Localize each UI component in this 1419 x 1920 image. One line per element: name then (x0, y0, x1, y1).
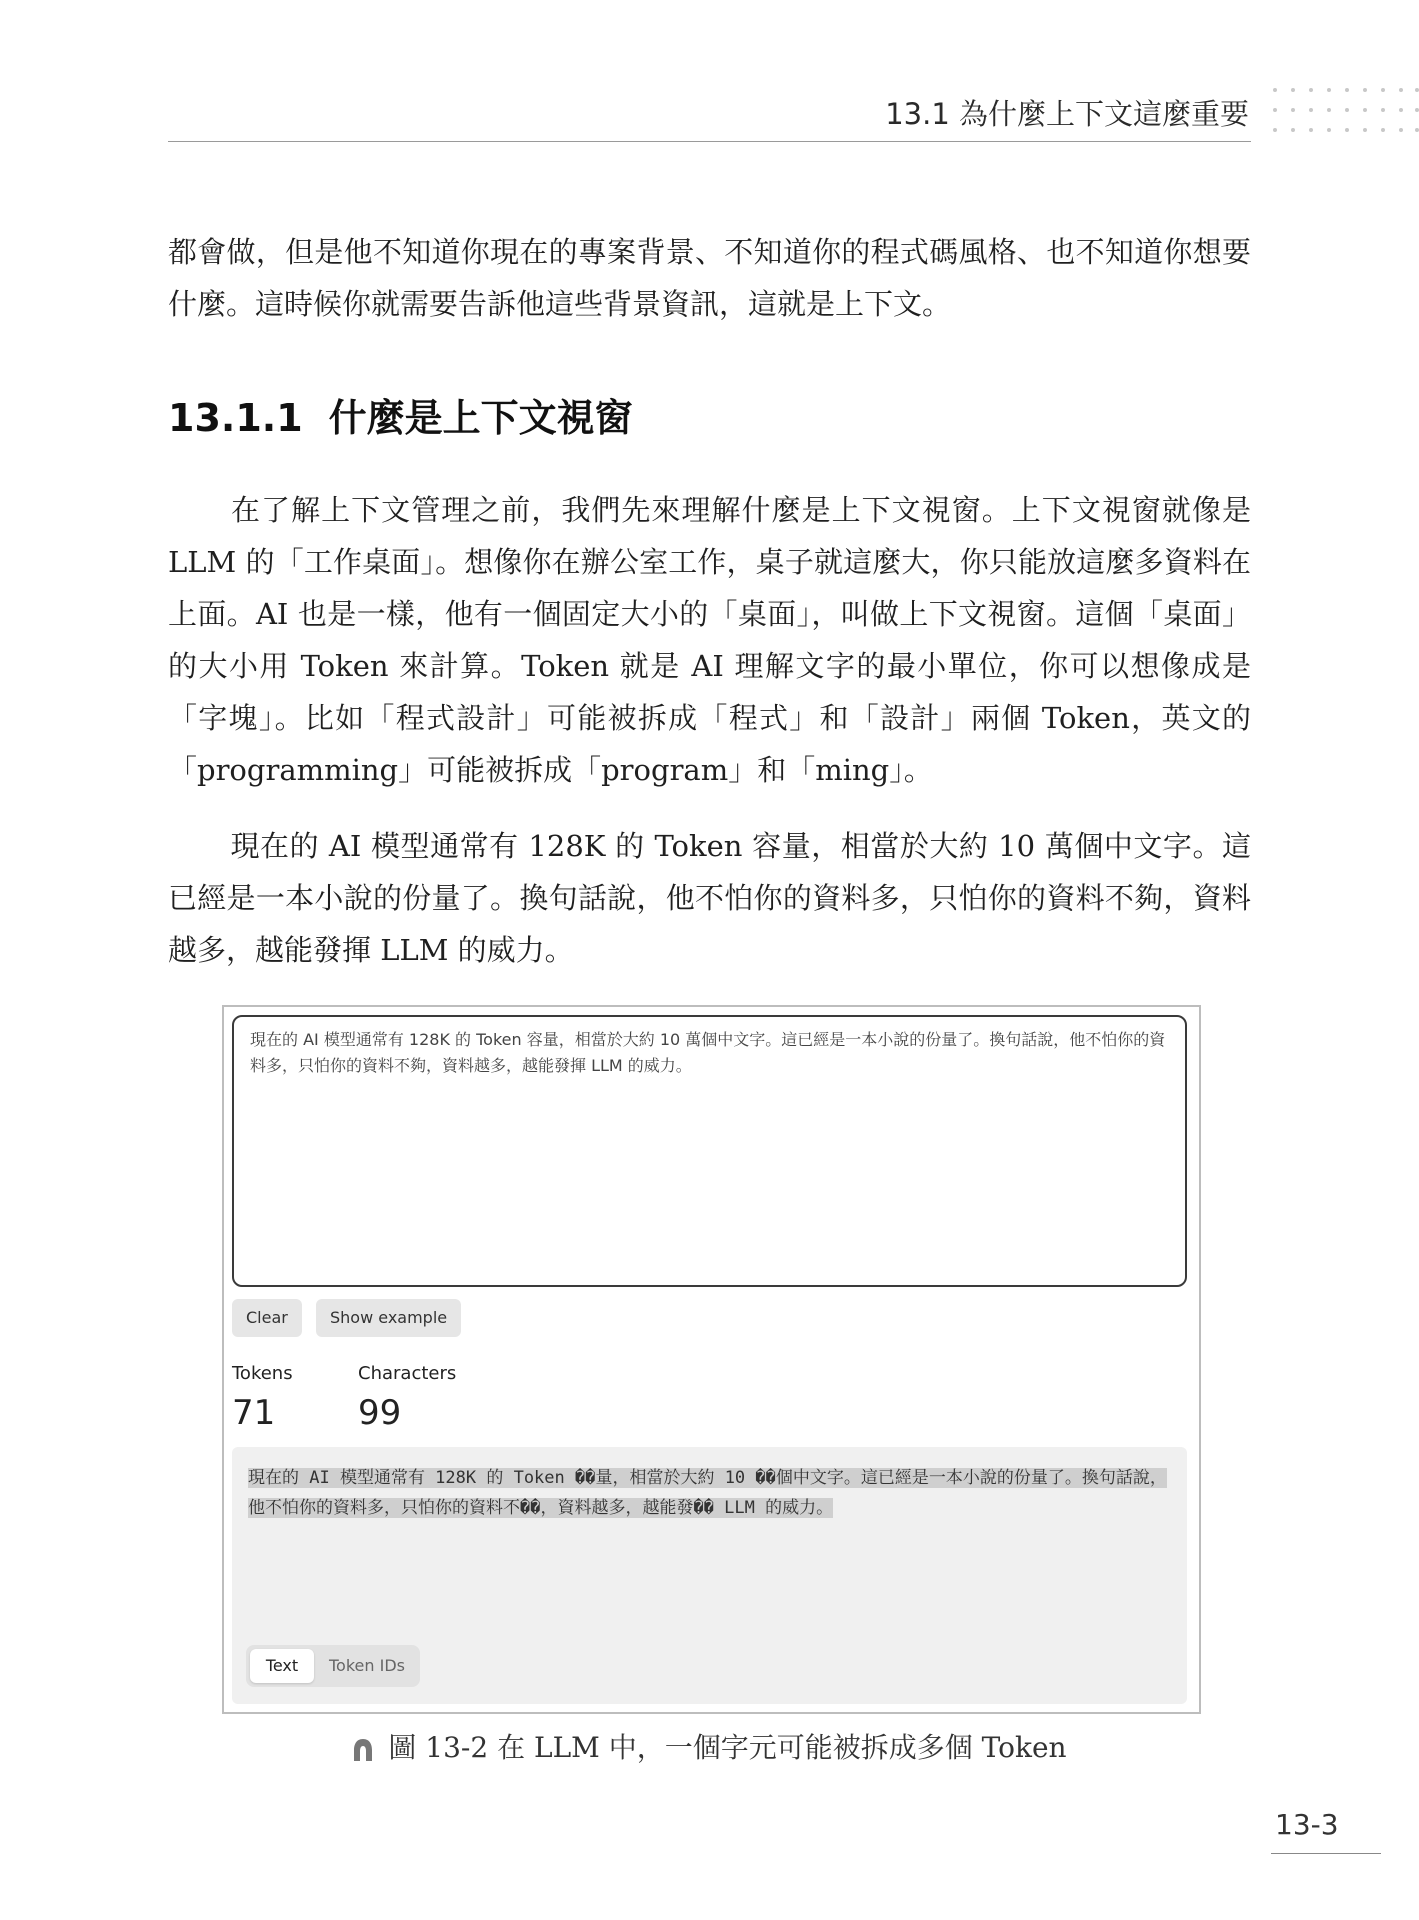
tokenized-output-panel (232, 1447, 1187, 1704)
tokens-count: 71 (232, 1393, 276, 1433)
tab-text[interactable]: Text (250, 1649, 314, 1683)
paragraph-token-capacity (168, 820, 1251, 976)
decorative-dot-pattern (1271, 86, 1419, 138)
clear-button[interactable]: Clear (232, 1299, 302, 1337)
running-header-title: 13.1 為什麼上下文這麼重要 (885, 97, 1249, 131)
tokenized-text-highlight: 現在的 AI 模型通常有 128K 的 Token ��量，相當於大約 10 ��個中文字。這已經是一本小說的份量了。換句話說，他不怕你的資料多，只怕你的資料不��，資料越多，越能發�� LLM 的威力。 (248, 1468, 1167, 1518)
tokens-label: Tokens (232, 1363, 293, 1384)
section-number: 13.1.1 (168, 396, 303, 440)
tokenizer-figure (222, 1005, 1201, 1714)
paragraph-context-window (168, 484, 1251, 796)
intro-paragraph: 都會做，但是他不知道你現在的專案背景、不知道你的程式碼風格、也不知道你想要什麼。這時候你就需要告訴他這些背景資訊，這就是上下文。 (168, 235, 1251, 321)
figure-caption (0, 1726, 1419, 1766)
show-example-button[interactable]: Show example (316, 1299, 461, 1337)
tab-token-ids[interactable]: Token IDs (329, 1656, 405, 1675)
output-view-tabs (246, 1645, 420, 1687)
characters-count: 99 (358, 1393, 402, 1433)
tokenized-text (248, 1463, 1168, 1523)
section-heading (168, 387, 633, 442)
paragraph-context-window-text: 在了解上下文管理之前，我們先來理解什麼是上下文視窗。上下文視窗就像是 LLM 的「工作桌面」。想像你在辦公室工作，桌子就這麼大，你只能放這麼多資料在上面。AI 也是一樣，他有一個固定大小的「桌面」，叫做上下文視窗。這個「桌面」的大小用 Token 來計算。Token 就是 AI 理解文字的最小單位，你可以想像成是「字塊」。比如「程式設計」可能被拆成「程式」和「設計」兩個 Token，英文的「programming」可能被拆成「program」和「ming」。 (168, 493, 1251, 787)
footer-rule (1271, 1853, 1381, 1854)
paragraph-token-capacity-text: 現在的 AI 模型通常有 128K 的 Token 容量，相當於大約 10 萬個中文字。這已經是一本小說的份量了。換句話說，他不怕你的資料多，只怕你的資料不夠，資料越多，越能發揮 LLM 的威力。 (168, 829, 1251, 967)
characters-label: Characters (358, 1363, 457, 1384)
header-rule (168, 141, 1251, 142)
caption-marker-icon (352, 1737, 374, 1763)
section-title: 什麼是上下文視窗 (328, 396, 633, 440)
figure-caption-text: 圖 13-2 在 LLM 中，一個字元可能被拆成多個 Token (388, 1731, 1067, 1764)
tokenizer-input-textarea[interactable]: 現在的 AI 模型通常有 128K 的 Token 容量，相當於大約 10 萬個中文字。這已經是一本小說的份量了。換句話說，他不怕你的資料多，只怕你的資料不夠，資料越多，越能發揮 LLM 的威力。 (232, 1015, 1187, 1287)
page-number: 13-3 (1275, 1808, 1339, 1841)
